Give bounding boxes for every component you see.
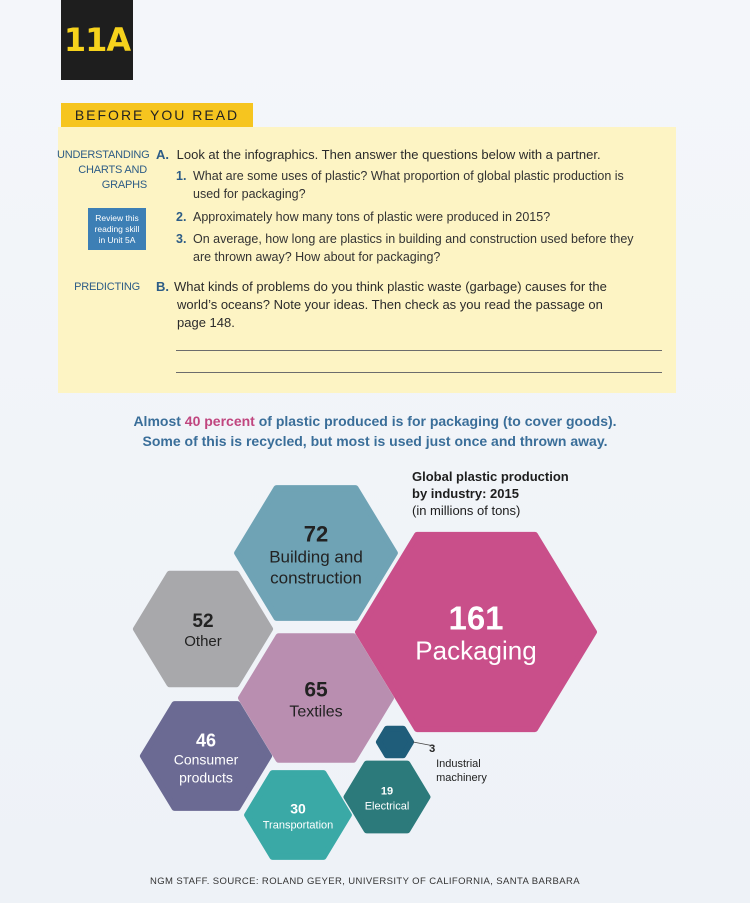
item-text: Approximately how many tons of plastic were produced in 2015? — [193, 210, 551, 224]
hex-packaging — [358, 535, 594, 729]
hex-value: 3 — [429, 743, 436, 755]
section-title: BEFORE YOU READ — [74, 107, 240, 123]
hex-label: Packaging — [415, 635, 537, 666]
source-credit: NGM STAFF. SOURCE: ROLAND GEYER, UNIVERSITY OF CALIFORNIA, SANTA BARBARA — [150, 876, 580, 887]
hex-value: 161 — [448, 599, 504, 637]
hex-value: 65 — [304, 678, 328, 702]
item-number: 3. — [176, 232, 187, 246]
hex-value: 19 — [380, 785, 394, 798]
hex-value: 52 — [192, 611, 214, 633]
hex-label: machinery — [436, 772, 487, 784]
review-line: Review this — [95, 212, 139, 223]
hex-label: Building and — [269, 547, 363, 567]
hex-label: Electrical — [364, 800, 410, 813]
hex-building-and — [237, 488, 395, 618]
question-text: page 148. — [177, 315, 235, 330]
hex-label: Transportation — [262, 819, 334, 832]
hex-transportation — [247, 773, 349, 857]
question-letter: B. — [156, 279, 169, 294]
hex-value: 46 — [195, 730, 217, 751]
question-text: What kinds of problems do you think plastic waste (garbage) causes for the — [174, 279, 607, 294]
hex-value: 30 — [290, 800, 306, 817]
hex-label: construction — [270, 568, 362, 588]
legend-title: Global plastic production — [412, 469, 569, 484]
hex-label: products — [179, 769, 233, 786]
hex-other — [136, 574, 270, 684]
item-text: used for packaging? — [193, 187, 306, 201]
caption-text: of plastic produced is for packaging (to cover goods). — [254, 413, 617, 429]
hex-consumer — [143, 704, 269, 808]
item-number: 2. — [176, 210, 187, 224]
review-line: in Unit 5A — [98, 234, 136, 245]
item-text: On average, how long are plastics in building and construction used before they — [193, 232, 634, 246]
skill-label-line: CHARTS AND — [78, 164, 147, 176]
item-number: 1. — [176, 169, 187, 183]
item-text: are thrown away? How about for packaging? — [193, 250, 441, 264]
skill-label-predicting: PREDICTING — [74, 281, 140, 293]
hex-label: Other — [184, 633, 222, 651]
caption-text: Almost — [133, 413, 185, 429]
item-text: What are some uses of plastic? What proportion of global plastic production is — [193, 169, 624, 183]
hex-electrical — [347, 764, 428, 831]
hex-label: Textiles — [289, 703, 343, 721]
hex-value: 72 — [303, 521, 329, 547]
infographic-caption-line-2: Some of this is recycled, but most is used just once and thrown away. — [142, 433, 608, 449]
hex-label: Consumer — [173, 751, 239, 768]
hex-label: Industrial — [436, 758, 481, 770]
hex-shape — [379, 729, 411, 756]
legend-unit: (in millions of tons) — [412, 503, 521, 518]
skill-label-line: UNDERSTANDING — [57, 149, 150, 161]
question-text: Look at the infographics. Then answer the questions below with a partner. — [176, 147, 601, 162]
review-line: reading skill — [94, 223, 140, 234]
legend-title: by industry: 2015 — [412, 486, 519, 501]
question-letter: A. — [156, 147, 169, 162]
skill-label-line: GRAPHS — [101, 179, 147, 191]
caption-highlight: 40 percent — [184, 413, 255, 429]
unit-number: 11A — [63, 21, 131, 59]
question-text: world’s oceans? Note your ideas. Then check as you read the passage on — [177, 297, 603, 312]
